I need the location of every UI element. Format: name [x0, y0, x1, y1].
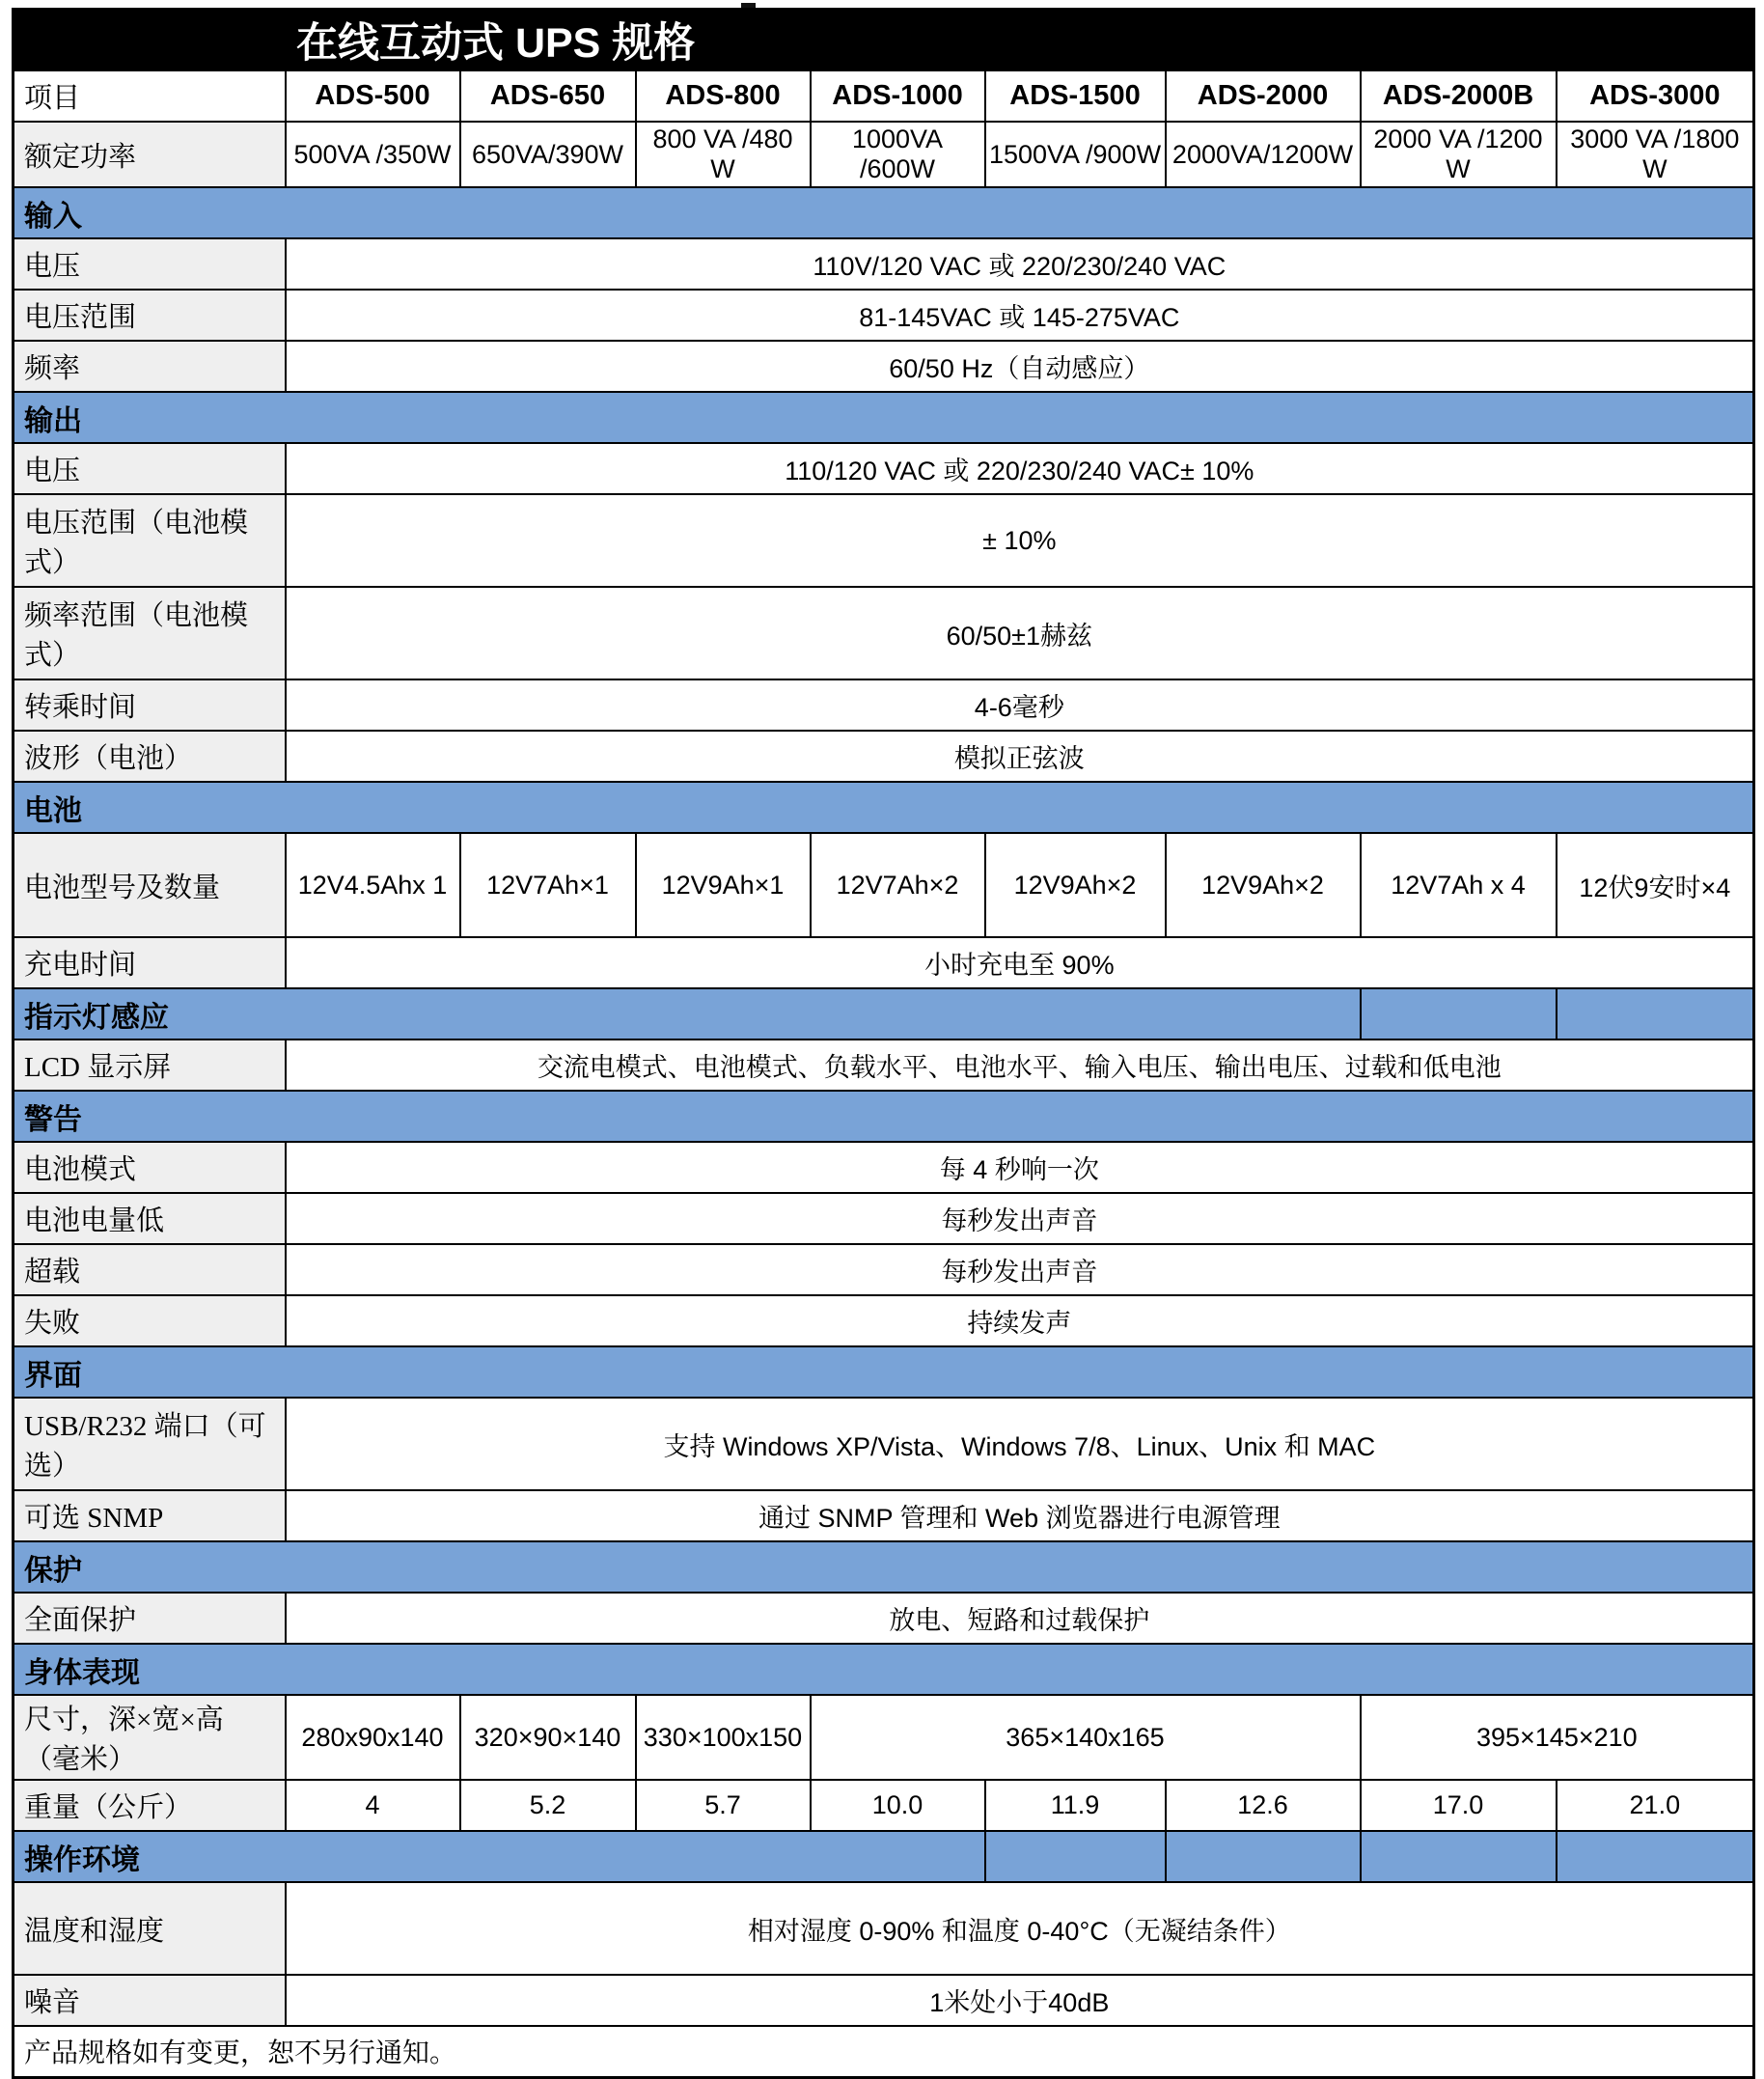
column-header-model: ADS-1500: [985, 70, 1166, 122]
section-header-spacer: [1166, 1831, 1361, 1882]
spec-value-cell: 800 VA /480 W: [636, 122, 811, 187]
spec-value-cell: 650VA/390W: [460, 122, 636, 187]
row-label: 超载: [14, 1244, 286, 1295]
table-row: [14, 1346, 1754, 1398]
spec-value-cell: 12V7Ah×2: [811, 833, 985, 937]
table-row: [14, 70, 1754, 122]
section-header: 输出: [14, 392, 1754, 443]
spec-value-cell: 4: [286, 1780, 460, 1831]
table-row: [14, 238, 1754, 290]
ups-spec-table: [12, 8, 1755, 2079]
spec-value-merged: 小时充电至 90%: [286, 937, 1754, 988]
page-artifact-dash: [741, 3, 756, 8]
spec-value-cell: 12V9Ah×2: [985, 833, 1166, 937]
spec-value-merged: 持续发声: [286, 1295, 1754, 1346]
spec-value-cell: 12V7Ah x 4: [1361, 833, 1557, 937]
row-label: 失败: [14, 1295, 286, 1346]
table-row: [14, 988, 1754, 1040]
column-header-model: ADS-800: [636, 70, 811, 122]
table-row: [14, 10, 1754, 71]
table-row: [14, 341, 1754, 392]
table-row: [14, 1975, 1754, 2026]
column-header-model: ADS-2000: [1166, 70, 1361, 122]
row-label: 全面保护: [14, 1593, 286, 1644]
spec-value-cell: 2000 VA /1200 W: [1361, 122, 1557, 187]
table-row: [14, 731, 1754, 782]
spec-value-cell: 320×90×140: [460, 1695, 636, 1780]
table-row: [14, 587, 1754, 679]
table-row: [14, 782, 1754, 833]
table-row: [14, 1142, 1754, 1193]
spec-value-merged: 相对湿度 0-90% 和温度 0-40°C（无凝结条件）: [286, 1882, 1754, 1975]
table-row: [14, 1193, 1754, 1244]
section-header: 警告: [14, 1091, 1754, 1142]
row-label: 充电时间: [14, 937, 286, 988]
row-label: 频率: [14, 341, 286, 392]
row-label: 电压范围: [14, 290, 286, 341]
spec-value-merged: 110V/120 VAC 或 220/230/240 VAC: [286, 238, 1754, 290]
spec-value-merged: 4-6毫秒: [286, 679, 1754, 731]
table-row: [14, 833, 1754, 937]
section-header: 界面: [14, 1346, 1754, 1398]
spec-value-cell: 12V4.5Ahx 1: [286, 833, 460, 937]
spec-value-cell: 365×140x165: [811, 1695, 1361, 1780]
spec-value-merged: 每秒发出声音: [286, 1193, 1754, 1244]
column-header-model: ADS-500: [286, 70, 460, 122]
table-row: [14, 187, 1754, 238]
column-header-model: ADS-2000B: [1361, 70, 1557, 122]
row-label: 电池电量低: [14, 1193, 286, 1244]
table-row: [14, 1541, 1754, 1593]
table-row: [14, 1244, 1754, 1295]
table-row: [14, 494, 1754, 587]
table-row: [14, 122, 1754, 187]
spec-value-merged: 放电、短路和过载保护: [286, 1593, 1754, 1644]
row-label: 温度和湿度: [14, 1882, 286, 1975]
page-title: 在线互动式 UPS 规格: [14, 10, 1754, 71]
row-label: 电压: [14, 443, 286, 494]
row-label: LCD 显示屏: [14, 1040, 286, 1091]
spec-value-cell: 1000VA /600W: [811, 122, 985, 187]
row-label: 重量（公斤）: [14, 1780, 286, 1831]
row-label: 频率范围（电池模式）: [14, 587, 286, 679]
section-header: 身体表现: [14, 1644, 1754, 1695]
spec-value-cell: 11.9: [985, 1780, 1166, 1831]
row-label: 波形（电池）: [14, 731, 286, 782]
spec-value-merged: 交流电模式、电池模式、负载水平、电池水平、输入电压、输出电压、过载和低电池: [286, 1040, 1754, 1091]
row-label: 额定功率: [14, 122, 286, 187]
spec-value-cell: 10.0: [811, 1780, 985, 1831]
spec-value-merged: 每秒发出声音: [286, 1244, 1754, 1295]
spec-table-body: [14, 10, 1754, 2078]
table-row: [14, 290, 1754, 341]
table-row: [14, 443, 1754, 494]
section-header-spacer: [1361, 1831, 1557, 1882]
section-header-spacer: [985, 1831, 1166, 1882]
table-row: [14, 1831, 1754, 1882]
section-header-spacer: [1557, 1831, 1754, 1882]
table-row: [14, 1040, 1754, 1091]
table-row: [14, 2026, 1754, 2077]
spec-value-cell: 1500VA /900W: [985, 122, 1166, 187]
row-label: 可选 SNMP: [14, 1490, 286, 1541]
section-header-spacer: [1557, 988, 1754, 1040]
spec-value-cell: 330×100x150: [636, 1695, 811, 1780]
table-row: [14, 1593, 1754, 1644]
row-label: 电池型号及数量: [14, 833, 286, 937]
section-header-spacer: [1361, 988, 1557, 1040]
spec-value-merged: 60/50±1赫兹: [286, 587, 1754, 679]
column-header-item: 项目: [14, 70, 286, 122]
spec-value-cell: 3000 VA /1800 W: [1557, 122, 1754, 187]
column-header-model: ADS-3000: [1557, 70, 1754, 122]
row-label: USB/R232 端口（可选）: [14, 1398, 286, 1490]
spec-value-cell: 12伏9安时×4: [1557, 833, 1754, 937]
spec-value-cell: 5.7: [636, 1780, 811, 1831]
footer-note: 产品规格如有变更，恕不另行通知。: [14, 2026, 1754, 2077]
table-row: [14, 392, 1754, 443]
table-row: [14, 1091, 1754, 1142]
spec-value-cell: 12V9Ah×1: [636, 833, 811, 937]
section-header: 输入: [14, 187, 1754, 238]
row-label: 尺寸，深×宽×高（毫米）: [14, 1695, 286, 1780]
row-label: 电压: [14, 238, 286, 290]
spec-value-cell: 21.0: [1557, 1780, 1754, 1831]
spec-value-merged: 60/50 Hz（自动感应）: [286, 341, 1754, 392]
spec-value-merged: 通过 SNMP 管理和 Web 浏览器进行电源管理: [286, 1490, 1754, 1541]
section-header: 指示灯感应: [14, 988, 1361, 1040]
spec-value-cell: 280x90x140: [286, 1695, 460, 1780]
table-row: [14, 1644, 1754, 1695]
row-label: 电池模式: [14, 1142, 286, 1193]
column-header-model: ADS-650: [460, 70, 636, 122]
section-header: 电池: [14, 782, 1754, 833]
table-row: [14, 1398, 1754, 1490]
row-label: 转乘时间: [14, 679, 286, 731]
spec-value-cell: 5.2: [460, 1780, 636, 1831]
spec-value-cell: 12.6: [1166, 1780, 1361, 1831]
row-label: 电压范围（电池模式）: [14, 494, 286, 587]
table-row: [14, 1695, 1754, 1780]
spec-value-merged: 81-145VAC 或 145-275VAC: [286, 290, 1754, 341]
spec-value-cell: 395×145×210: [1361, 1695, 1754, 1780]
spec-value-cell: 17.0: [1361, 1780, 1557, 1831]
table-row: [14, 1490, 1754, 1541]
spec-value-cell: 12V7Ah×1: [460, 833, 636, 937]
spec-value-merged: 支持 Windows XP/Vista、Windows 7/8、Linux、Unix 和 MAC: [286, 1398, 1754, 1490]
table-row: [14, 1882, 1754, 1975]
table-row: [14, 679, 1754, 731]
table-row: [14, 937, 1754, 988]
section-header: 保护: [14, 1541, 1754, 1593]
row-label: 噪音: [14, 1975, 286, 2026]
table-row: [14, 1780, 1754, 1831]
spec-value-cell: 2000VA/1200W: [1166, 122, 1361, 187]
spec-value-merged: 110/120 VAC 或 220/230/240 VAC± 10%: [286, 443, 1754, 494]
spec-value-cell: 12V9Ah×2: [1166, 833, 1361, 937]
spec-value-merged: ± 10%: [286, 494, 1754, 587]
table-row: [14, 1295, 1754, 1346]
spec-value-merged: 1米处小于40dB: [286, 1975, 1754, 2026]
section-header: 操作环境: [14, 1831, 985, 1882]
spec-value-merged: 模拟正弦波: [286, 731, 1754, 782]
spec-value-cell: 500VA /350W: [286, 122, 460, 187]
spec-value-merged: 每 4 秒响一次: [286, 1142, 1754, 1193]
column-header-model: ADS-1000: [811, 70, 985, 122]
